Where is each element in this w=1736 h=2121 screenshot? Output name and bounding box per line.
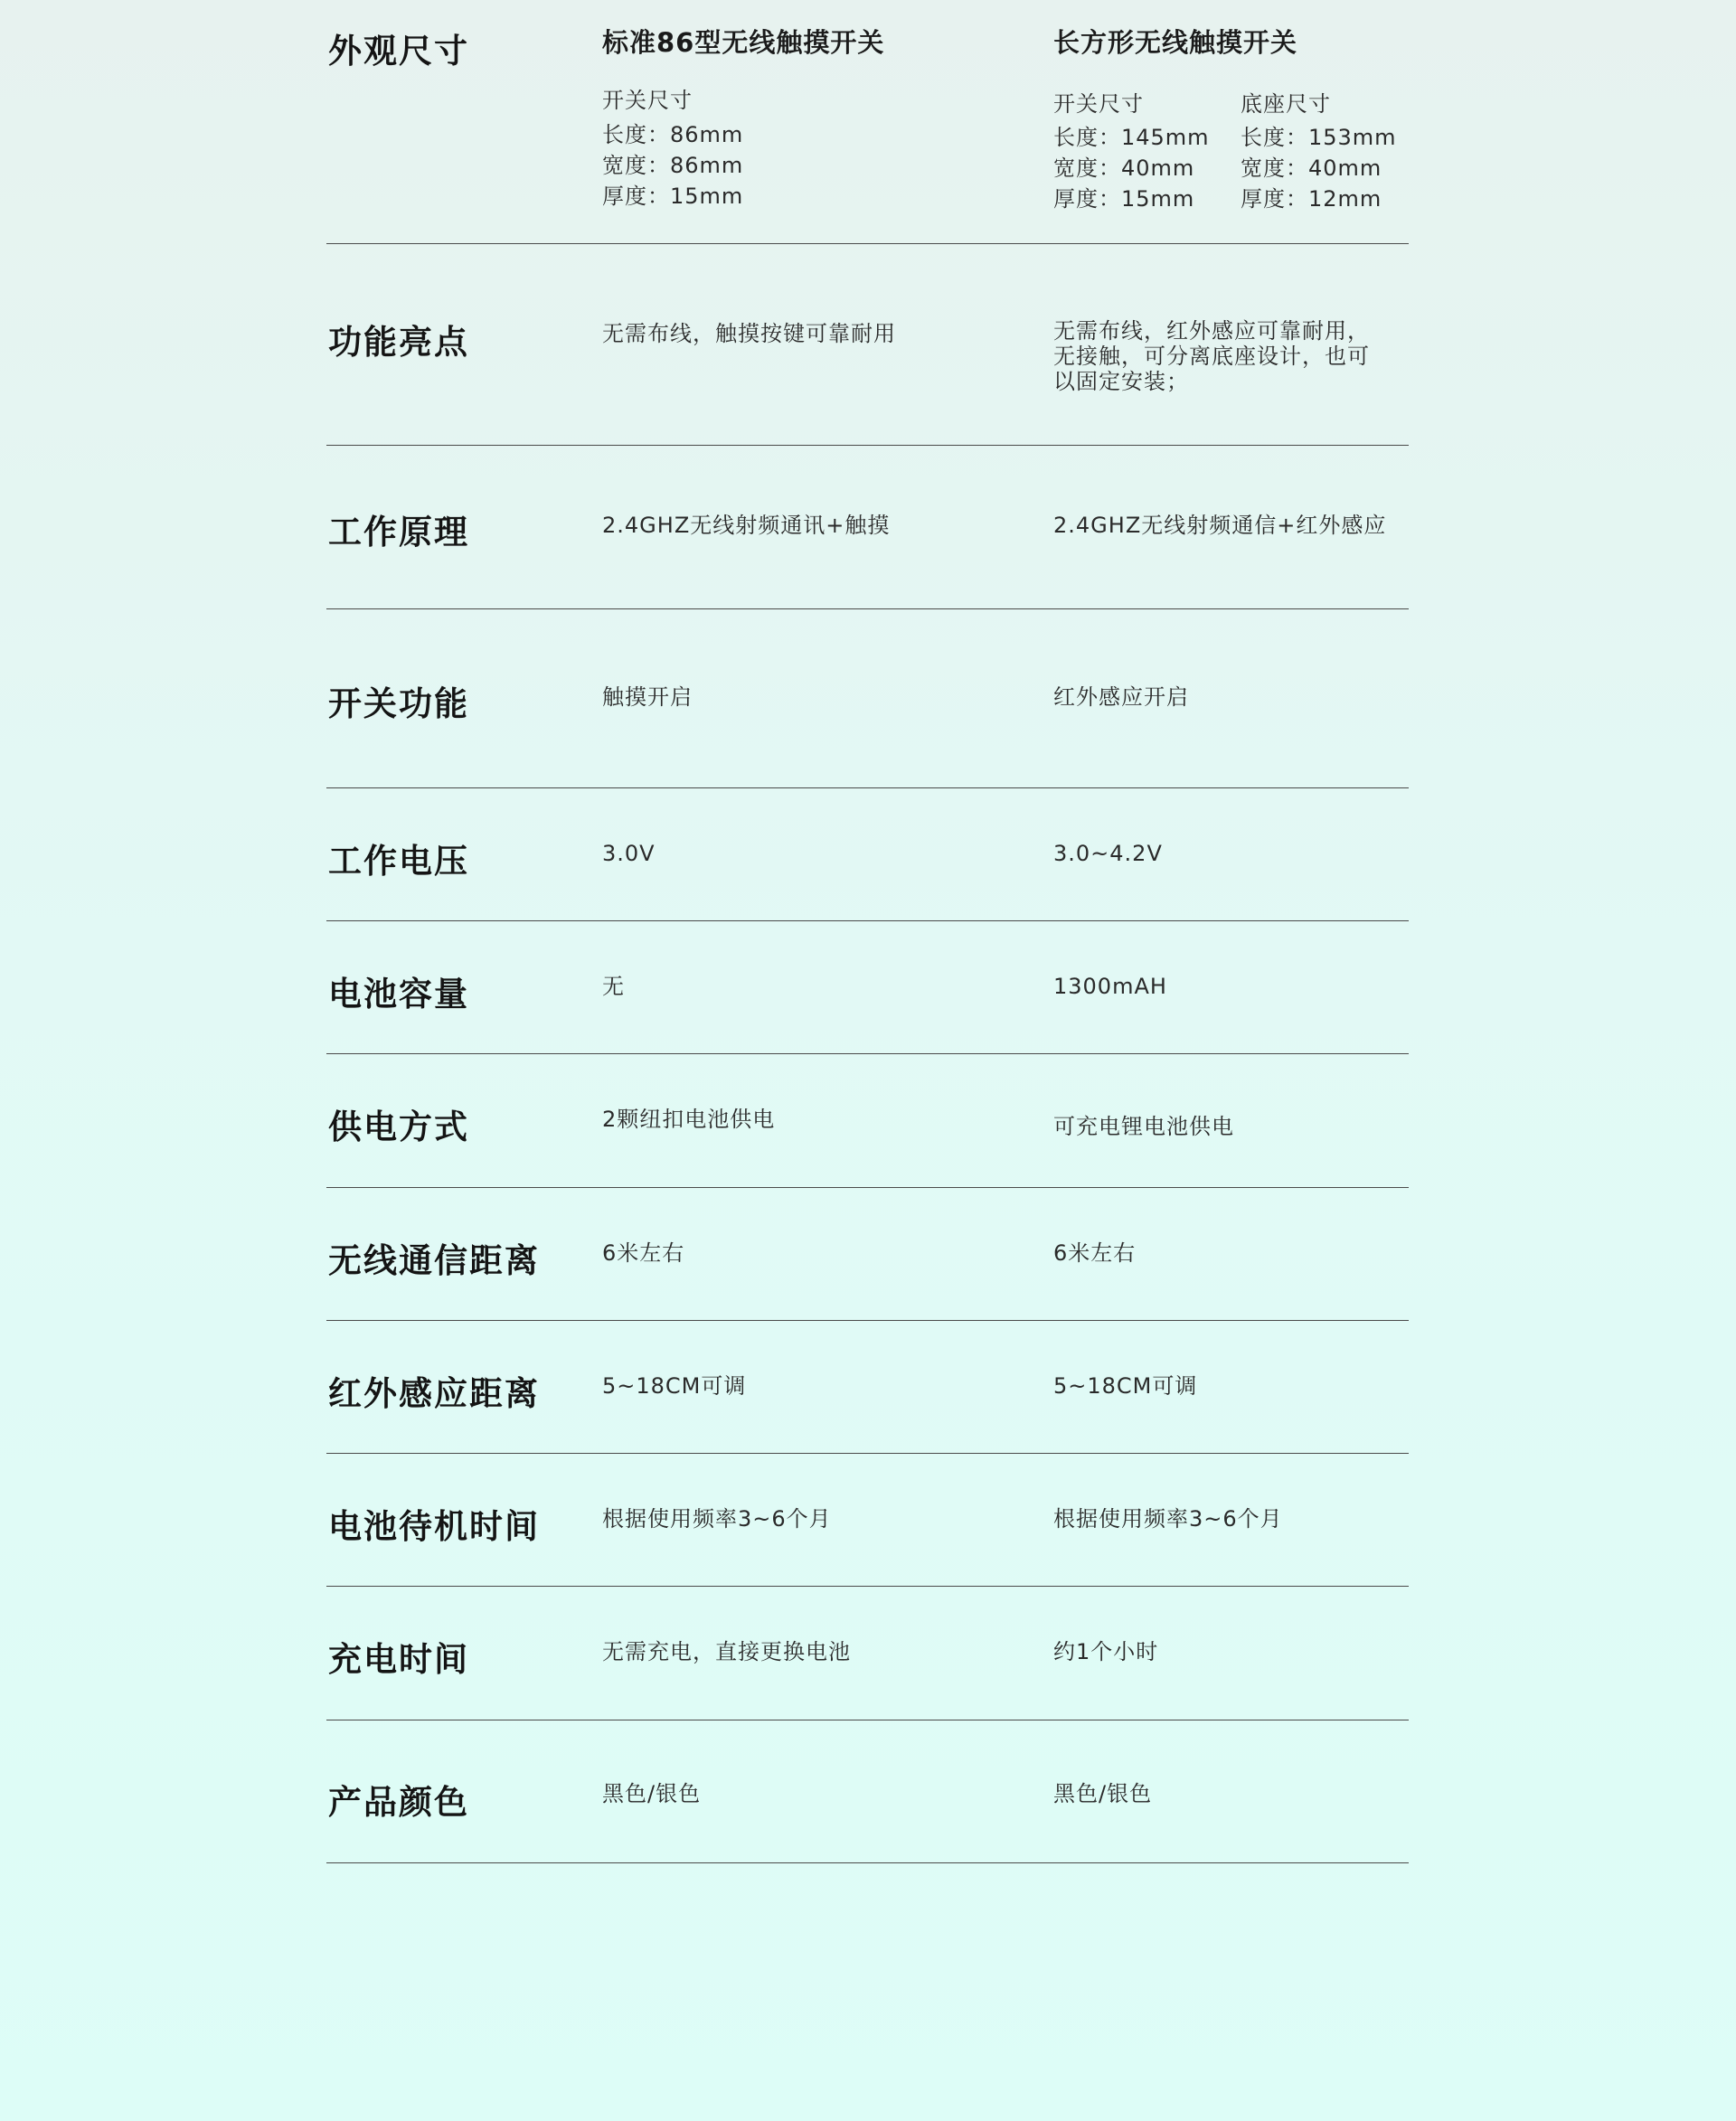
row-label: 工作原理 [328,513,469,551]
row-label: 红外感应距离 [328,1374,540,1413]
row-label: 电池待机时间 [328,1507,540,1546]
dimension-line: 宽度：40mm [1241,156,1382,181]
spec-row [326,1587,1409,1720]
base-size-subtitle: 底座尺寸 [1241,91,1331,117]
product-b-dimensions [1053,122,1210,214]
product-a-value: 触摸开启 [602,684,693,710]
row-label: 产品颜色 [328,1783,469,1822]
row-label: 功能亮点 [328,323,469,362]
product-a-dimensions [602,119,743,212]
dimension-line: 长度：86mm [602,122,744,147]
product-a-value: 无需充电，直接更换电池 [602,1639,851,1664]
row-label: 无线通信距离 [328,1241,540,1280]
spec-row [326,788,1409,921]
row-label: 供电方式 [328,1108,469,1146]
product-b-value: 红外感应开启 [1053,684,1189,710]
product-a-value: 3.0V [602,841,656,866]
row-label: 电池容量 [328,975,469,1013]
dimension-line: 宽度：40mm [1053,156,1195,181]
product-a-size-subtitle: 开关尺寸 [602,88,693,113]
dimension-line: 长度：145mm [1053,125,1210,150]
spec-row [326,921,1409,1054]
product-b-value: 可充电锂电池供电 [1053,1114,1234,1139]
product-a-value: 2.4GHZ无线射频通讯+触摸 [602,513,891,538]
product-b-size-subtitle: 开关尺寸 [1053,91,1144,117]
spec-row [326,1054,1409,1188]
product-a-value: 无需布线，触摸按键可靠耐用 [602,321,896,346]
spec-row [326,1720,1409,1863]
spec-row [326,244,1409,446]
spec-row [326,609,1409,788]
dimension-line: 宽度：86mm [602,153,744,178]
product-b-value: 1300mAH [1053,974,1167,999]
spec-row [326,1188,1409,1321]
product-b-value: 5~18CM可调 [1053,1373,1198,1399]
product-a-value: 无 [602,974,625,999]
dimension-line: 厚度：15mm [1053,186,1195,212]
spec-row [326,1321,1409,1454]
row-label: 外观尺寸 [328,32,469,71]
product-a-value: 根据使用频率3~6个月 [602,1506,832,1532]
spec-row-dimensions [326,0,1409,244]
product-b-value: 3.0~4.2V [1053,841,1163,866]
base-dimensions [1241,122,1397,214]
product-b-value: 无需布线，红外感应可靠耐用，无接触，可分离底座设计，也可以固定安装； [1053,318,1370,394]
spec-row [326,1454,1409,1587]
dimension-line: 长度：153mm [1241,125,1397,150]
dimension-line: 厚度：12mm [1241,186,1382,212]
product-a-value: 5~18CM可调 [602,1373,747,1399]
product-a-value: 6米左右 [602,1240,685,1266]
row-label: 充电时间 [328,1640,469,1679]
spec-table [326,0,1409,1863]
product-b-title: 长方形无线触摸开关 [1053,27,1298,58]
product-b-value: 约1个小时 [1053,1639,1159,1664]
product-b-value: 6米左右 [1053,1240,1137,1266]
product-a-value: 黑色/银色 [602,1781,702,1806]
row-label: 开关功能 [328,684,469,723]
product-b-value: 2.4GHZ无线射频通信+红外感应 [1053,513,1387,538]
product-a-title: 标准86型无线触摸开关 [602,27,885,58]
product-b-value: 黑色/银色 [1053,1781,1153,1806]
product-b-value: 根据使用频率3~6个月 [1053,1506,1283,1532]
row-label: 工作电压 [328,842,469,881]
dimension-line: 厚度：15mm [602,184,744,209]
spec-row [326,446,1409,609]
product-a-value: 2颗纽扣电池供电 [602,1107,776,1132]
